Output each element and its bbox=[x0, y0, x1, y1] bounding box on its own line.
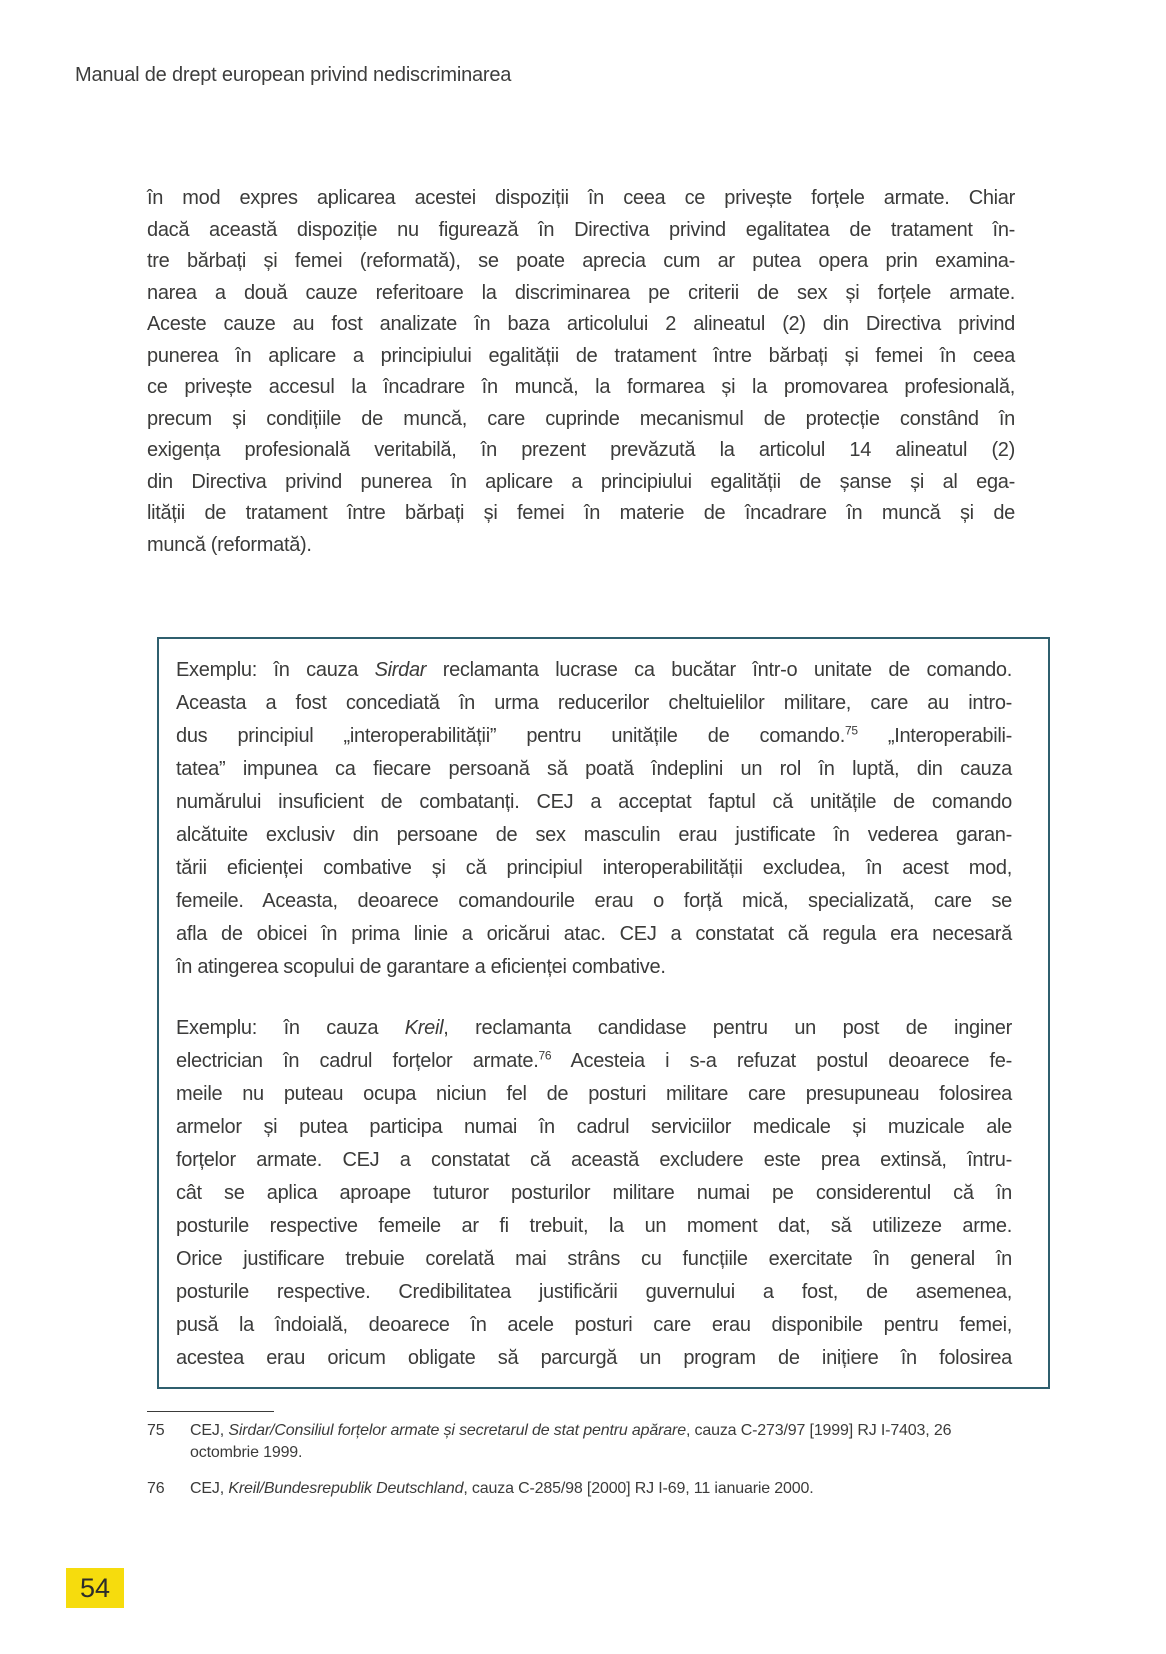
footnote-rule bbox=[147, 1411, 274, 1412]
footnote-76 bbox=[147, 1478, 1015, 1500]
footnote-number: 76 bbox=[147, 1480, 165, 1497]
example-separator bbox=[176, 984, 1012, 1012]
footnote-text: CEJ, Kreil/Bundesrepublik Deutschland, cauza C-285/98 [2000] RJ I-69, 11 ianuarie 2000. bbox=[190, 1480, 814, 1497]
example-sirdar: Exemplu: în cauza Sirdar reclamanta lucrase ca bucătar într-o unitate de comando. Aceasta a fost concediată în urma reducerilor cheltuielilor militare, care au intro- dus principiul „interoperabilității” pentru unitățile de comando.$^{75}$ „Interoperabili- tatea” impunea ca fiecare persoană să poată îndeplini un rol în luptă, din cauza numărului insuficient de combatanți. CEJ a acceptat faptul că unitățile de comando alcătuite exclusiv din persoane de sex masculin erau justificate în vederea garan- tării eficienței combative și că principiul interoperabilității excludea, în acest mod, femeile. Aceasta, deoarece comandourile erau o forță mică, specializată, care se afla de obicei în prima linie a oricărui atac. CEJ a constatat că regula era necesară în atingerea scopului de garantare a eficienței combative. bbox=[176, 659, 1012, 978]
footnote-number: 75 bbox=[147, 1422, 165, 1439]
page-number-badge bbox=[66, 1568, 124, 1608]
footnote-text: CEJ, Sirdar/Consiliul forțelor armate și secretarul de stat pentru apărare, cauza C-273/97 [1999] RJ I-7403, 26 octombrie 1999. bbox=[190, 1422, 952, 1461]
example-box bbox=[157, 637, 1050, 1389]
intro-paragraph: în mod expres aplicarea acestei dispoziții în ceea ce privește forțele armate. Chiar dacă această dispoziție nu figurează în Directiva privind egalitatea de tratament în- tre bărbați și femei (reformată), se poate aprecia cum ar putea opera prin examina- narea a două cauze referitoare la discriminarea pe criterii de sex și forțele armate. Aceste cauze au fost analizate în baza articolului 2 alineatul (2) din Directiva privind punerea în aplicare a principiului egalității de tratament între bărbați și femei în ceea ce privește accesul la încadrare în muncă, la formarea și la promovarea profesională, precum și condițiile de muncă, care cuprinde mecanismul de protecție constând în exigența profesională veritabilă, în prezent prevăzută la articolul 14 alineatul (2) din Directiva privind punerea în aplicare a principiului egalității de șanse și al ega- lității de tratament între bărbați și femei în materie de încadrare în muncă și de muncă (reformată). bbox=[147, 187, 1015, 556]
footnotes-section bbox=[147, 1420, 1015, 1514]
page-header-title: Manual de drept european privind nediscriminarea bbox=[75, 64, 512, 86]
page-number: 54 bbox=[79, 1572, 111, 1603]
footnote-75 bbox=[147, 1420, 1015, 1464]
example-kreil: Exemplu: în cauza Kreil, reclamanta candidase pentru un post de inginer electrician în cadrul forțelor armate.$^{76}$ Acesteia i s-a refuzat postul deoarece fe- meile nu puteau ocupa niciun fel de posturi militare care presupuneau folosirea armelor și putea participa numai în cadrul serviciilor medicale și muzicale ale forțelor armate. CEJ a constatat că această excludere este prea extinsă, întru- cât se aplica aproape tuturor posturilor militare numai pe considerentul că în posturile respective femeile ar fi trebuit, la un moment dat, să utilizeze arme. Orice justificare trebuie corelată mai strâns cu funcțiile exercitate în general în posturile respective. Credibilitatea justificării guvernului a fost, de asemenea, pusă la îndoială, deoarece în acele posturi care erau disponibile pentru femei, acestea erau oricum obligate să parcurgă un program de inițiere în folosirea bbox=[176, 1017, 1012, 1369]
